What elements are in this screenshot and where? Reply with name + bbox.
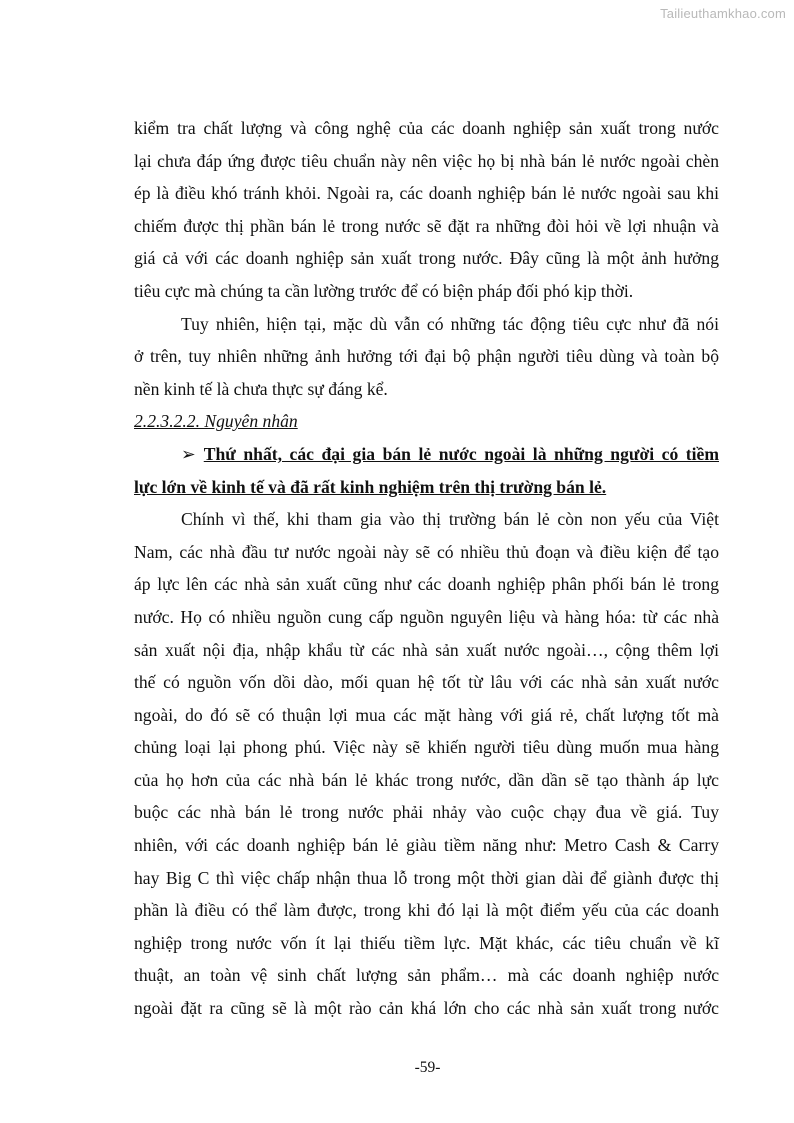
paragraph-3-line: phần là điều có thể làm được, trong khi đó lại là một điểm yếu của các doanh (134, 900, 719, 921)
section-heading: 2.2.3.2.2. Nguyên nhân (134, 411, 298, 432)
arrow-bullet-icon: ➢ (181, 443, 196, 464)
paragraph-3-line: thuật, an toàn vệ sinh chất lượng sản phẩm… mà các doanh nghiệp nước (134, 965, 719, 986)
paragraph-1-line: ép là điều khó tránh khỏi. Ngoài ra, các doanh nghiệp bán lẻ nước ngoài sau khi (134, 183, 719, 204)
paragraph-3-line: áp lực lên các nhà sản xuất cũng như các doanh nghiệp phân phối bán lẻ trong (134, 574, 719, 595)
bullet-line (134, 438, 719, 471)
paragraph-1-line: lại chưa đáp ứng được tiêu chuẩn này nên việc họ bị nhà bán lẻ nước ngoài chèn (134, 150, 719, 171)
paragraph-1 (134, 112, 719, 308)
bullet-line: lực lớn về kinh tế và đã rất kinh nghiệm trên thị trường bán lẻ. (134, 476, 607, 497)
paragraph-2 (134, 308, 719, 406)
paragraph-3-line: Chính vì thế, khi tham gia vào thị trường bán lẻ còn non yếu của Việt (181, 509, 719, 530)
paragraph-3-line: sản xuất nội địa, nhập khẩu từ các nhà sản xuất nước ngoài…, cộng thêm lợi (134, 639, 719, 660)
paragraph-2-line: Tuy nhiên, hiện tại, mặc dù vẫn có những tác động tiêu cực như đã nói (181, 313, 719, 334)
paragraph-3-line: thế có nguồn vốn dồi dào, mối quan hệ tốt từ lâu với các nhà sản xuất nước (134, 672, 719, 693)
paragraph-3-line: ngoài, do đó sẽ có thuận lợi mua các mặt hàng với giá rẻ, chất lượng tốt mà (134, 704, 719, 725)
paragraph-3-line: Nam, các nhà đầu tư nước ngoài này sẽ có nhiều thủ đoạn và điều kiện để tạo (134, 541, 719, 562)
paragraph-3-line: nghiệp trong nước vốn ít lại thiếu tiềm lực. Mặt khác, các tiêu chuẩn về kĩ (134, 932, 719, 953)
paragraph-3-line: nước. Họ có nhiều nguồn cung cấp nguồn nguyên liệu và hàng hóa: từ các nhà (134, 606, 719, 627)
paragraph-3-line: hay Big C thì việc chấp nhận thua lỗ trong một thời gian dài để giành được thị (134, 867, 719, 888)
paragraph-3-line: nhiên, với các doanh nghiệp bán lẻ giàu tiềm năng như: Metro Cash & Carry (134, 835, 719, 856)
bullet-item (134, 438, 719, 503)
paragraph-3-line: buộc các nhà bán lẻ trong nước phải nhảy vào cuộc chạy đua về giá. Tuy (134, 802, 719, 823)
page-number: -59- (414, 1059, 441, 1076)
paragraph-3-line: của họ hơn của các nhà bán lẻ khác trong nước, dần dần sẽ tạo thành áp lực (134, 769, 719, 790)
paragraph-3 (134, 503, 719, 1025)
paragraph-3-line: ngoài đặt ra cũng sẽ là một rào cản khá lớn cho các nhà sản xuất trong nước (134, 998, 719, 1019)
paragraph-1-line: tiêu cực mà chúng ta cần lường trước để có biện pháp đối phó kịp thời. (134, 280, 634, 301)
page-body (134, 112, 719, 1025)
paragraph-1-line: giá cả với các doanh nghiệp sản xuất trong nước. Đây cũng là một ảnh hưởng (134, 248, 719, 269)
bullet-text: Thứ nhất, các đại gia bán lẻ nước ngoài là những người có tiềm (203, 443, 719, 464)
paragraph-3-line: chủng loại lại phong phú. Việc này sẽ khiến người tiêu dùng muốn mua hàng (134, 737, 719, 758)
paragraph-1-line: kiểm tra chất lượng và công nghệ của các doanh nghiệp sản xuất trong nước (134, 118, 719, 138)
paragraph-1-line: chiếm được thị phần bán lẻ trong nước sẽ đặt ra những đòi hỏi về lợi nhuận và (134, 215, 719, 236)
watermark: Tailieuthamkhao.com (660, 6, 786, 21)
paragraph-2-line: ở trên, tuy nhiên những ảnh hưởng tới đại bộ phận người tiêu dùng và toàn bộ (134, 346, 719, 367)
paragraph-2-line: nền kinh tế là chưa thực sự đáng kể. (134, 378, 388, 399)
